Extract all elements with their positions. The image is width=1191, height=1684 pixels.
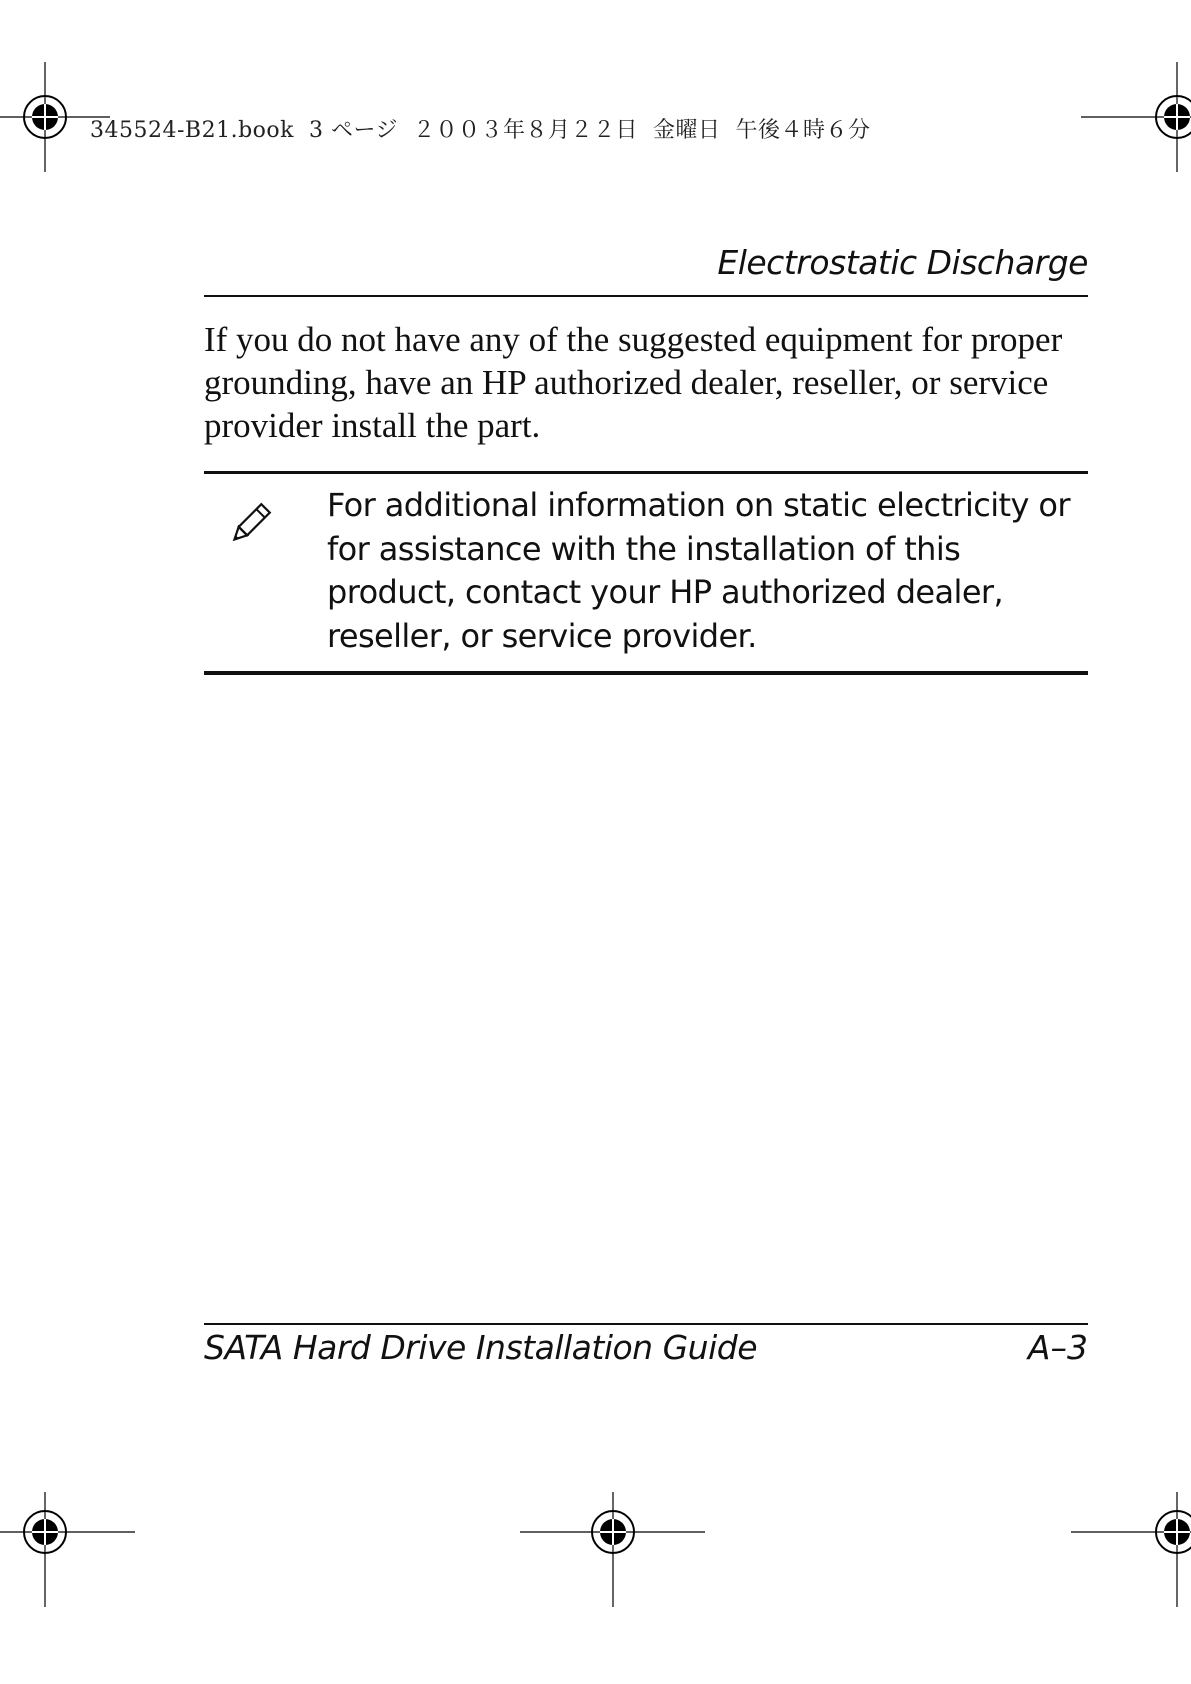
registration-mark-bottom-left [0, 1492, 140, 1612]
print-slug: 345524-B21.book 3 ページ ２００３年８月２２日 金曜日 午後４時６分 [90, 118, 871, 143]
body-paragraph: If you do not have any of the suggested equipment for proper grounding, have an HP authorized dealer, reseller, or service provider install the part. [204, 320, 1063, 445]
page-number: A–3 [1027, 1328, 1088, 1367]
note-text: For additional information on static electricity or for assistance with the installation of this product, contact your HP authorized dealer, reseller, or service provider. [327, 486, 1070, 655]
note-bottom-rule [204, 671, 1088, 675]
registration-mark-top-right [1081, 62, 1191, 172]
pencil-icon [226, 500, 274, 548]
footer-title: SATA Hard Drive Installation Guide [204, 1328, 757, 1367]
note-top-rule [204, 471, 1088, 474]
registration-mark-bottom-center [520, 1492, 710, 1612]
registration-mark-bottom-right [1071, 1492, 1191, 1612]
running-head: Electrostatic Discharge [717, 243, 1088, 282]
footer-rule [204, 1323, 1088, 1325]
header-rule [204, 295, 1088, 297]
